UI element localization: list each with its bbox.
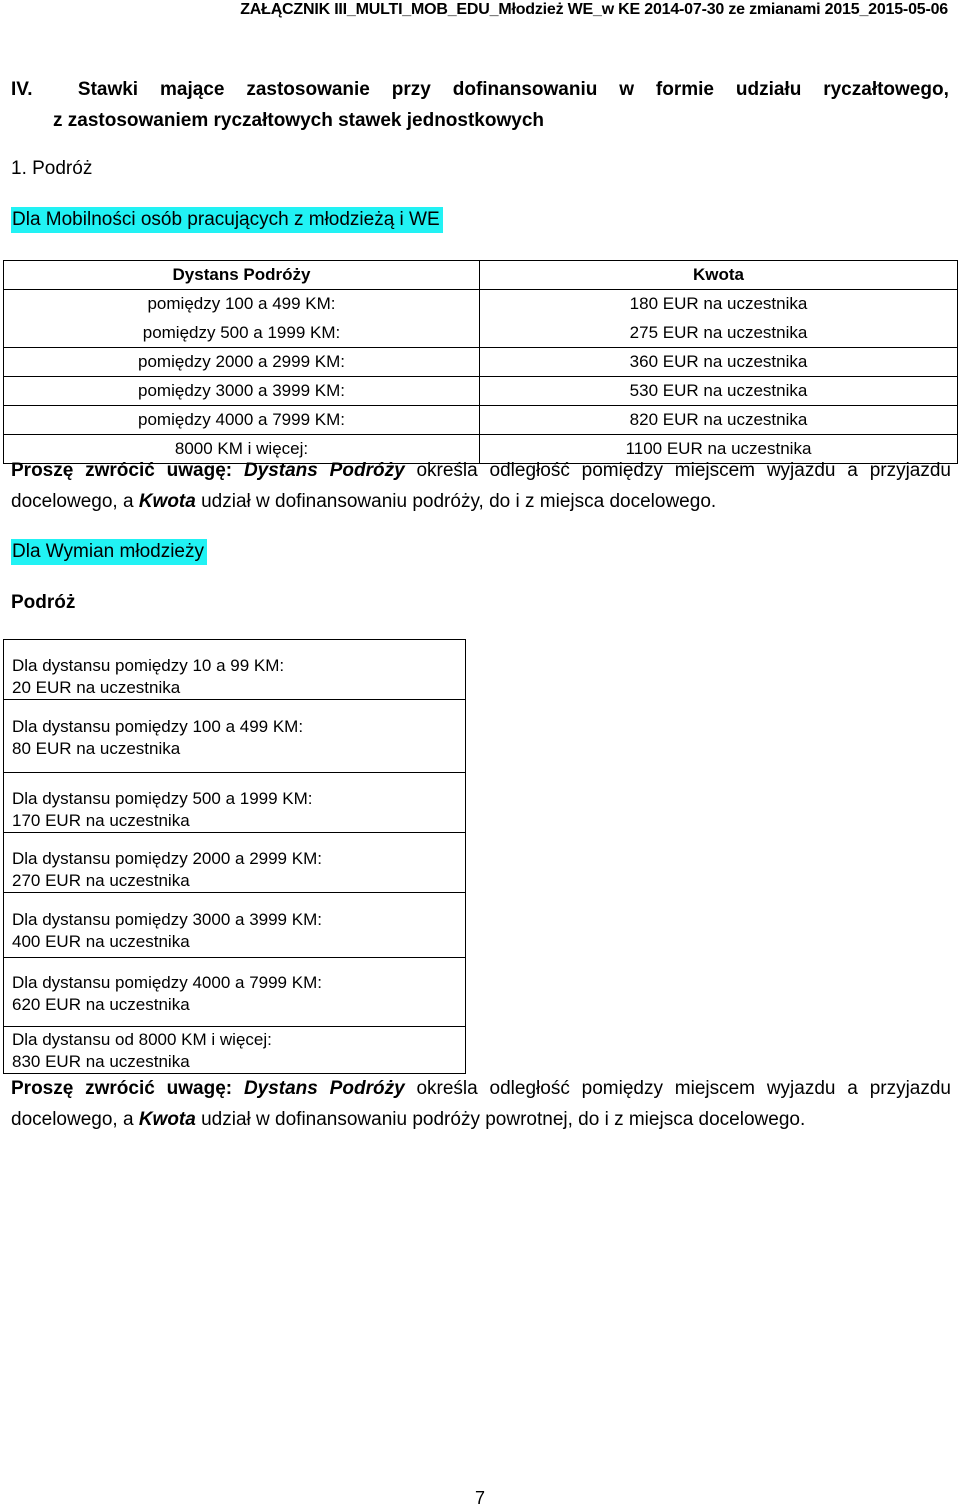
distance-cell: 8000 KM i więcej: (4, 435, 480, 464)
note-text: udział w dofinansowaniu podróży powrotnej, do i z miejsca docelowego. (201, 1109, 806, 1130)
distance-cell: pomiędzy 4000 a 7999 KM: (4, 406, 480, 435)
table-row (4, 406, 958, 435)
distance-text: Dla dystansu pomiędzy 500 a 1999 KM: (12, 789, 313, 808)
table-row (3, 958, 466, 1027)
distance-text: Dla dystansu pomiędzy 3000 a 3999 KM: (12, 910, 322, 929)
amount-cell: 1100 EUR na uczestnika (480, 435, 958, 464)
note-text: udział w dofinansowaniu podróży, do i z miejsca docelowego. (201, 491, 717, 512)
distance-text: Dla dystansu pomiędzy 10 a 99 KM: (12, 656, 285, 675)
note-term-distance: Dystans Podróży (243, 460, 405, 481)
section-title-word: dofinansowaniu (452, 79, 598, 100)
distance-text: Dla dystansu pomiędzy 100 a 499 KM: (12, 717, 304, 736)
section-heading (11, 74, 949, 136)
youth-subheading: Podróż (11, 592, 76, 613)
distance-text: Dla dystansu od 8000 KM i więcej: (12, 1030, 272, 1049)
section-title-word: ryczałtowego, (823, 79, 949, 100)
mobility-heading-text: Dla Mobilności osób pracujących z młodzieżą i WE (11, 207, 443, 233)
page-number: 7 (474, 1488, 485, 1508)
table-row (3, 639, 466, 700)
note-lead: Proszę zwrócić uwagę: (11, 1078, 233, 1099)
column-header-amount: Kwota (480, 261, 958, 290)
amount-text: 80 EUR na uczestnika (12, 739, 181, 758)
section-title-word: udziału (735, 79, 802, 100)
table-row (3, 1027, 466, 1074)
mobility-heading (11, 209, 443, 231)
amount-text: 400 EUR na uczestnika (12, 932, 190, 951)
note-term-amount: Kwota (138, 491, 196, 512)
amount-text: 270 EUR na uczestnika (12, 871, 190, 890)
youth-heading-text: Dla Wymian młodzieży (11, 539, 207, 565)
note-term-distance: Dystans Podróży (243, 1078, 405, 1099)
amount-text: 830 EUR na uczestnika (12, 1052, 190, 1071)
table-row (4, 348, 958, 377)
amount-cell: 275 EUR na uczestnika (629, 322, 808, 342)
note-text: określa odległość pomiędzy miejscem wyjazdu a przyjazdu docelowego, a (11, 1078, 952, 1130)
mobility-note (11, 455, 951, 517)
amount-group (480, 290, 958, 348)
section-title-word: zastosowanie (246, 79, 370, 100)
distance-group (4, 290, 480, 348)
amount-text: 620 EUR na uczestnika (12, 995, 190, 1014)
amount-cell: 180 EUR na uczestnika (629, 294, 808, 313)
table-row (3, 773, 466, 833)
note-text: określa odległość pomiędzy miejscem wyjazdu a przyjazdu docelowego, a (11, 460, 952, 512)
column-header-distance: Dystans Podróży (4, 261, 480, 290)
table-row (4, 377, 958, 406)
youth-heading (11, 541, 207, 563)
distance-cell: pomiędzy 3000 a 3999 KM: (4, 377, 480, 406)
section-title-word: przy (391, 79, 431, 100)
amount-cell: 820 EUR na uczestnika (480, 406, 958, 435)
mobility-rates-table (3, 260, 958, 464)
section-title-word: Stawki (77, 79, 139, 100)
note-term-amount: Kwota (138, 1109, 196, 1130)
section-title-line2: z zastosowaniem ryczałtowych stawek jednostkowych (53, 110, 544, 131)
note-lead: Proszę zwrócić uwagę: (11, 460, 233, 481)
section-title-word: mające (159, 79, 225, 100)
distance-text: Dla dystansu pomiędzy 4000 a 7999 KM: (12, 973, 322, 992)
amount-cell: 530 EUR na uczestnika (480, 377, 958, 406)
section-number: IV. (11, 79, 33, 100)
document-header: ZAŁĄCZNIK III_MULTI_MOB_EDU_Młodzież WE_w KE 2014-07-30 ze zmianami 2015_2015-05-06 (240, 1, 948, 18)
amount-text: 20 EUR na uczestnika (12, 678, 181, 697)
amount-cell: 360 EUR na uczestnika (480, 348, 958, 377)
youth-note (11, 1073, 951, 1135)
table-header-row (4, 261, 958, 290)
subsection-title: 1. Podróż (11, 158, 93, 179)
section-title-word: formie (655, 79, 714, 100)
table-row (3, 893, 466, 958)
youth-rates-table (3, 639, 466, 1074)
distance-cell: pomiędzy 500 a 1999 KM: (142, 322, 341, 342)
table-row (4, 290, 958, 348)
amount-text: 170 EUR na uczestnika (12, 811, 190, 830)
distance-text: Dla dystansu pomiędzy 2000 a 2999 KM: (12, 849, 322, 868)
distance-cell: pomiędzy 100 a 499 KM: (147, 294, 336, 313)
table-row (3, 700, 466, 773)
section-title-word: w (619, 79, 635, 100)
table-row (3, 833, 466, 893)
distance-cell: pomiędzy 2000 a 2999 KM: (4, 348, 480, 377)
